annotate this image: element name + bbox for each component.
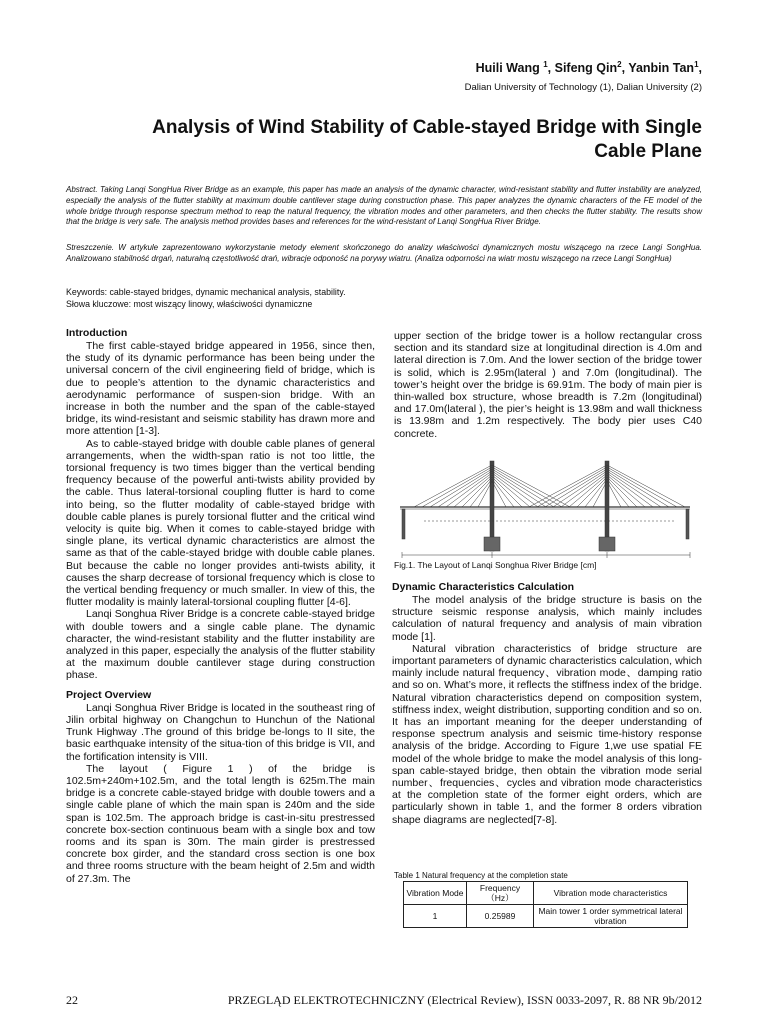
- table-cell: Main tower 1 order symmetrical lateral vibration: [534, 905, 688, 928]
- paragraph: Natural vibration characteristics of bridge structure are important parameters of dynamic characteristics calculation, which mainly include natural frequency、vibration mode、damping ratio and so on. What’s more, it reflects the stiffness index of the bridge. Natural vibration characteristics depend on composition system, stiffness index, weight distribution, supporting condition and so on. It has an important meaning for the deeper understanding of response spectrum analysis and seismic time-history response analysis of the bridge. According to Figure 1,we use spatial FE model of the whole bridge to make the model analysis of this long-span cable-stayed bridge, then obtain the vibration mode serial number、frequencies、cycles and vibration mode characteristics at the completion state of the former eight orders, which are particularly shown in table 1, and the former 8 orders vibration shape diagrams are neglected[7-8].: [392, 642, 702, 826]
- title-line: Analysis of Wind Stability of Cable-stayed Bridge with Single: [152, 117, 702, 138]
- affiliation-marker: 1: [694, 60, 699, 69]
- paragraph: The first cable-stayed bridge appeared in 1956, since then, the study of its dynamic performance has been being under the universal concern of the civil engineering field of bridge, which is due to people’s attention to the dynamic characteristics and aerodynamic performance of suspen-sion bridge. With an increase in both the number and the span of the cable-stayed bridge, its wind-resistant and seismic stability has drawn more and more attention [1-3].: [66, 340, 375, 438]
- author-list: Huili Wang $^1$, Sifeng Qin$^2$, Yanbin Tan$^1$,: [475, 60, 702, 76]
- table-caption: Table 1 Natural frequency at the completion state: [394, 871, 568, 880]
- keywords-pl: Słowa kluczowe: most wiszący linowy, właściwości dynamiczne: [66, 298, 313, 309]
- right-column-top: [394, 330, 702, 440]
- paragraph: The model analysis of the bridge structure is basis on the structure seismic response analysis, which mainly includes calculation of natural frequency and analysis of main vibration mode [1].: [392, 594, 702, 643]
- table-header-cell: Frequency （Hz）: [467, 882, 534, 905]
- paragraph: Lanqi Songhua River Bridge is a concrete cable-stayed bridge with double towers and a single cable plane. The dynamic character, the wind-resistant stability and the flutter instability are analyzed in this paper, especially the analysis of the flutter stability at the maximum double cantilever stage during construction phase.: [66, 608, 375, 682]
- keywords-en: Keywords: cable-stayed bridges, dynamic mechanical analysis, stability.: [66, 287, 346, 297]
- natural-frequency-table: [403, 881, 688, 928]
- title-line: Cable Plane: [594, 141, 702, 162]
- paper-title: [62, 116, 702, 164]
- affiliation-marker: 2: [617, 60, 622, 69]
- figure-caption: Fig.1. The Layout of Lanqi Songhua River Bridge [cm]: [394, 560, 597, 570]
- bridge-layout-figure: [394, 449, 700, 561]
- abstract-polish: Streszczenie. W artykule zaprezentowano wykorzystanie metody element skończonego do analizy właściwości dynamicznych mostu wiszącego na rzece Langi SongHua. Analizowano stabilność drgań, naturalną częstotliwość drań, wibracje odponość na porywy wiatru. (Analiza odporności na wiatr mostu wiszącego na rzece Langi SongHua): [66, 243, 702, 263]
- table-row: [404, 905, 688, 928]
- author-name: Huili Wang: [475, 61, 540, 76]
- section-heading: Introduction: [66, 327, 128, 339]
- journal-citation: PRZEGLĄD ELEKTROTECHNICZNY (Electrical Review), ISSN 0033-2097, R. 88 NR 9b/2012: [227, 993, 702, 1007]
- section-heading: Project Overview: [66, 688, 152, 701]
- left-column: [66, 327, 375, 885]
- author-name: Yanbin Tan: [628, 61, 695, 76]
- paragraph: The layout ( Figure 1 ) of the bridge is 102.5m+240m+102.5m, and the total length is 625m.The main bridge is a concrete cable-stayed bridge with double towers and a single cable plane of which the main span is 240m and the side span is 102.5m. The approach bridge is cast-in-situ prestressed concrete box-section continuous beam with a single box and tow rooms and its span is 30m. The main girder is prestressed concrete box girder, and the standard cross section is one box and three rooms structure with the beam height of 2.5m and width of 27.3m. The: [66, 762, 375, 885]
- table-header-cell: Vibration Mode: [404, 882, 467, 905]
- paragraph: Lanqi Songhua River Bridge is located in the southeast ring of Jilin orbital highway on Changchun to Hunchun of the National Trunk Highway .The ground of this bridge be-longs to II site, the basic earthquake intensity of the situa-tion of this bridge is VII, and the fortification intensity is VIII.: [66, 701, 375, 763]
- abstract: Abstract. Taking Lanqi SongHua River Bridge as an example, this paper has made an analysis of the dynamic character, wind-resistant stability and flutter instability are analyzed, especially the analysis of the flutter stability at maximum double cantilever stage during construction phase. This paper analyzes the dynamic characters of the FE model of the whole bridge through response spectrum method to reap the natural frequency, the vibration modes and other parameters, and then checks the flutter stability. The results show that the bridge is very safe. The analysis method provides bases and references for the wind-resistant of Lanqi SongHua River Bridge.: [66, 185, 702, 227]
- affiliation: Dalian University of Technology (1), Dalian University (2): [464, 82, 702, 93]
- table-header-row: [404, 882, 688, 905]
- table-header-cell: Vibration mode characteristics: [534, 882, 688, 905]
- section-heading: Dynamic Characteristics Calculation: [392, 581, 575, 593]
- keywords: [66, 287, 346, 310]
- paragraph: As to cable-stayed bridge with double cable planes of general arrangements, when the width-span ratio is not too little, the torsional frequency is two times bigger than the vertical bending frequency because of the powerful anti-twists ability provided by the cable. Thus lateral-torsional coupling flutter is hard to come into being, so the flutter modality of cable-stayed bridge with double cable planes is purely torsional flutter and the critical wind velocity is quite big. When it comes to cable-stayed bridge with single plane, its vertical dynamic characteristics are almost the same as that of the cable-stayed bridge with double cable planes. But because the cable no longer provides anti-twists ability, it causes the sharp decrease of torsional frequency which is close to the vertical bending frequency or much smaller. In view of this, the flutter modality is mainly lateral-torsional coupling flutter [4-6].: [66, 437, 375, 609]
- page-number: 22: [66, 993, 78, 1007]
- affiliation-marker: 1: [543, 60, 548, 69]
- table-cell: 1: [404, 905, 467, 928]
- paragraph: upper section of the bridge tower is a hollow rectangular cross section and its standard size at longitudinal direction is 4.0m and lateral direction is 7.0m. And the lower section of the bridge tower is solid, which is 2.95m(lateral ) and 7.0m (longitudinal). The tower’s height over the bridge is 69.91m. The body of main pier is thin-walled box structure, whose breadth is 7.2m (longitudinal) and 17.0m(lateral ), the pier’s height is 13.98m and wall thickness is 13.98m and 1.2m respectively. The body pier uses C40 concrete.: [394, 330, 702, 440]
- author-name: Sifeng Qin: [554, 61, 618, 76]
- table-cell: 0.25989: [467, 905, 534, 928]
- right-column: [392, 581, 702, 826]
